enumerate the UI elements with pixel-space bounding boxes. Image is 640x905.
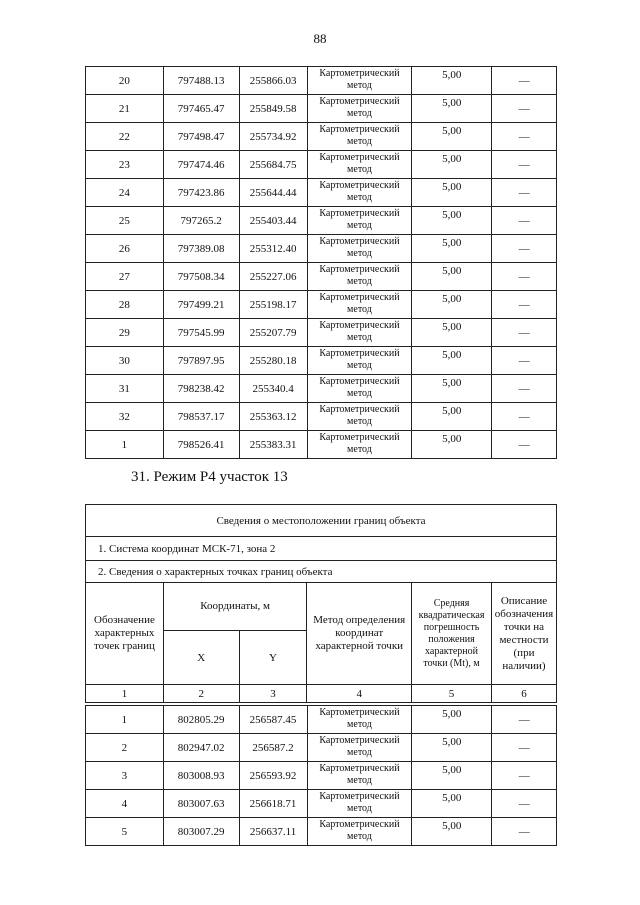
point-number: 20 (86, 67, 164, 95)
coord-y: 255734.92 (239, 123, 307, 151)
table-row (86, 431, 557, 459)
coord-x: 802805.29 (163, 706, 239, 734)
error-value: 5,00 (412, 375, 492, 403)
col-coordinates: Координаты, м (163, 583, 306, 631)
error-value: 5,00 (412, 347, 492, 375)
method: Картометрический метод (307, 179, 412, 207)
table-row (86, 319, 557, 347)
method: Картометрический метод (307, 431, 412, 459)
coord-y: 255198.17 (239, 291, 307, 319)
error-value: 5,00 (412, 291, 492, 319)
error-value: 5,00 (412, 67, 492, 95)
description: — (492, 179, 557, 207)
coord-y: 255383.31 (239, 431, 307, 459)
table-row (86, 762, 557, 790)
col-y: Y (239, 631, 307, 685)
method: Картометрический метод (307, 151, 412, 179)
coord-x: 803007.63 (163, 790, 239, 818)
method: Картометрический метод (307, 67, 412, 95)
method: Картометрический метод (307, 263, 412, 291)
table3-body (86, 706, 557, 846)
point-number: 30 (86, 347, 164, 375)
error-value: 5,00 (412, 235, 492, 263)
error-value: 5,00 (412, 95, 492, 123)
point-number: 2 (86, 734, 164, 762)
method: Картометрический метод (307, 403, 412, 431)
method: Картометрический метод (307, 762, 412, 790)
coord-y: 256618.71 (239, 790, 307, 818)
coord-x: 797488.13 (163, 67, 239, 95)
description: — (492, 706, 557, 734)
point-number: 1 (86, 706, 164, 734)
points-heading-row: 2. Сведения о характерных точках границ объекта (86, 561, 557, 583)
error-value: 5,00 (412, 762, 492, 790)
description: — (492, 207, 557, 235)
table-row (86, 347, 557, 375)
method: Картометрический метод (307, 207, 412, 235)
coord-y: 255280.18 (239, 347, 307, 375)
table-row (86, 734, 557, 762)
description: — (492, 790, 557, 818)
coord-y: 255207.79 (239, 319, 307, 347)
col-num-2: 2 (163, 685, 239, 703)
method: Картометрический метод (307, 375, 412, 403)
error-value: 5,00 (412, 319, 492, 347)
description: — (492, 762, 557, 790)
col-num-4: 4 (307, 685, 412, 703)
method: Картометрический метод (307, 235, 412, 263)
coord-y: 256593.92 (239, 762, 307, 790)
description: — (492, 95, 557, 123)
description: — (492, 319, 557, 347)
coord-y: 255403.44 (239, 207, 307, 235)
page-number: 88 (313, 31, 327, 46)
table1-body (86, 67, 557, 459)
col-num-3: 3 (239, 685, 307, 703)
point-number: 25 (86, 207, 164, 235)
col-error: Средняя квадратическая погрешность положения характерной точки (Mt), м (412, 583, 492, 685)
point-number: 1 (86, 431, 164, 459)
method: Картометрический метод (307, 291, 412, 319)
table-row (86, 151, 557, 179)
method: Картометрический метод (307, 95, 412, 123)
description: — (492, 375, 557, 403)
coord-x: 797508.34 (163, 263, 239, 291)
coord-x: 797474.46 (163, 151, 239, 179)
error-value: 5,00 (412, 734, 492, 762)
point-number: 3 (86, 762, 164, 790)
point-number: 24 (86, 179, 164, 207)
coord-x: 803008.93 (163, 762, 239, 790)
table-row (86, 818, 557, 846)
coord-y: 255684.75 (239, 151, 307, 179)
description: — (492, 67, 557, 95)
method: Картометрический метод (307, 790, 412, 818)
coordinate-system-row: 1. Система координат МСК-71, зона 2 (86, 537, 557, 561)
error-value: 5,00 (412, 431, 492, 459)
coord-y: 256587.2 (239, 734, 307, 762)
table-row (86, 123, 557, 151)
method: Картометрический метод (307, 706, 412, 734)
point-number: 4 (86, 790, 164, 818)
coordinates-table (85, 705, 557, 846)
point-number: 5 (86, 818, 164, 846)
coord-y: 255866.03 (239, 67, 307, 95)
col-method: Метод определения координат характерной точки (307, 583, 412, 685)
description: — (492, 263, 557, 291)
point-number: 22 (86, 123, 164, 151)
error-value: 5,00 (412, 790, 492, 818)
point-number: 29 (86, 319, 164, 347)
description: — (492, 818, 557, 846)
coord-y: 256587.45 (239, 706, 307, 734)
description: — (492, 734, 557, 762)
coord-y: 255227.06 (239, 263, 307, 291)
table-row (86, 291, 557, 319)
point-number: 32 (86, 403, 164, 431)
error-value: 5,00 (412, 818, 492, 846)
error-value: 5,00 (412, 403, 492, 431)
col-x: X (163, 631, 239, 685)
col-num-5: 5 (412, 685, 492, 703)
point-number: 21 (86, 95, 164, 123)
table-row (86, 403, 557, 431)
table-row (86, 67, 557, 95)
description: — (492, 235, 557, 263)
coord-y: 256637.11 (239, 818, 307, 846)
coord-x: 797423.86 (163, 179, 239, 207)
table-row (86, 706, 557, 734)
error-value: 5,00 (412, 263, 492, 291)
table-row (86, 179, 557, 207)
coord-x: 803007.29 (163, 818, 239, 846)
description: — (492, 123, 557, 151)
description: — (492, 403, 557, 431)
coord-y: 255849.58 (239, 95, 307, 123)
method: Картометрический метод (307, 347, 412, 375)
table-row (86, 790, 557, 818)
point-number: 26 (86, 235, 164, 263)
coord-y: 255363.12 (239, 403, 307, 431)
table-row (86, 95, 557, 123)
description: — (492, 291, 557, 319)
coord-x: 797897.95 (163, 347, 239, 375)
error-value: 5,00 (412, 151, 492, 179)
description: — (492, 431, 557, 459)
coordinates-table-continued (85, 66, 557, 459)
table-row (86, 235, 557, 263)
point-number: 23 (86, 151, 164, 179)
coord-x: 797265.2 (163, 207, 239, 235)
coord-y: 255312.40 (239, 235, 307, 263)
error-value: 5,00 (412, 207, 492, 235)
error-value: 5,00 (412, 179, 492, 207)
table-row (86, 207, 557, 235)
table-row (86, 263, 557, 291)
point-number: 28 (86, 291, 164, 319)
coord-x: 798526.41 (163, 431, 239, 459)
col-num-6: 6 (491, 685, 556, 703)
method: Картометрический метод (307, 818, 412, 846)
coord-x: 797498.47 (163, 123, 239, 151)
coord-x: 798537.17 (163, 403, 239, 431)
coord-y: 255340.4 (239, 375, 307, 403)
object-boundaries-header-table (85, 504, 557, 703)
coord-x: 797389.08 (163, 235, 239, 263)
table-row (86, 375, 557, 403)
error-value: 5,00 (412, 706, 492, 734)
point-number: 31 (86, 375, 164, 403)
col-description: Описание обозначения точки на местности (при наличии) (491, 583, 556, 685)
section-title: 31. Режим Р4 участок 13 (131, 469, 288, 485)
coord-x: 797465.47 (163, 95, 239, 123)
method: Картометрический метод (307, 319, 412, 347)
coord-y: 255644.44 (239, 179, 307, 207)
error-value: 5,00 (412, 123, 492, 151)
table-title: Сведения о местоположении границ объекта (86, 505, 557, 537)
col-designation: Обозначение характерных точек границ (86, 583, 164, 685)
col-num-1: 1 (86, 685, 164, 703)
coord-x: 797499.21 (163, 291, 239, 319)
method: Картометрический метод (307, 734, 412, 762)
method: Картометрический метод (307, 123, 412, 151)
coord-x: 797545.99 (163, 319, 239, 347)
description: — (492, 347, 557, 375)
description: — (492, 151, 557, 179)
coord-x: 798238.42 (163, 375, 239, 403)
coord-x: 802947.02 (163, 734, 239, 762)
point-number: 27 (86, 263, 164, 291)
